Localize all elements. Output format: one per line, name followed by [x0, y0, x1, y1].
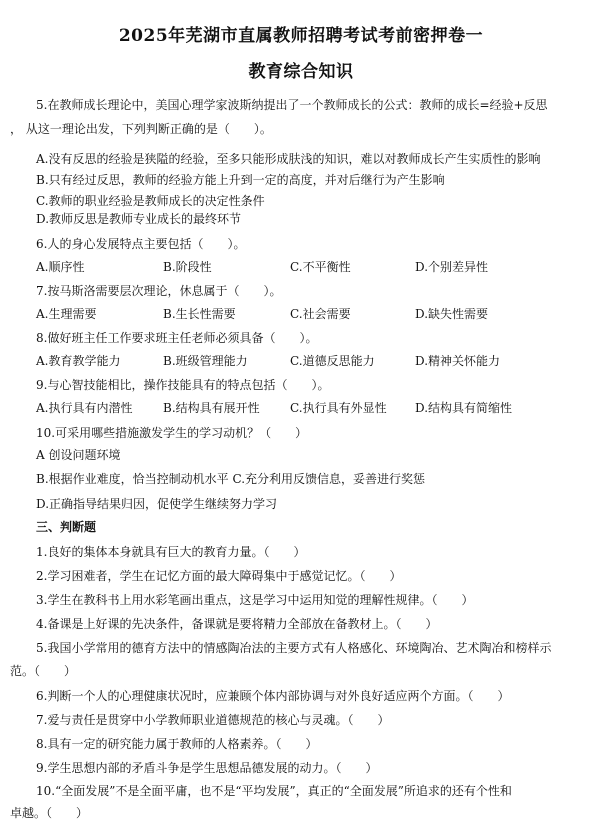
question-5-option-d: D.教师反思是教师专业成长的最终环节: [36, 212, 242, 226]
judge-item-1: 1.良好的集体本身就具有巨大的教育力量。（ ）: [36, 545, 306, 559]
judge-item-4: 4.备课是上好课的先决条件，备课就是要将精力全部放在备教材上。（ ）: [36, 617, 438, 631]
judge-item-3: 3.学生在教科书上用水彩笔画出重点，这是学习中运用知觉的理解性规律。（ ）: [36, 593, 474, 607]
question-8-option-a: A.教育教学能力: [36, 354, 121, 368]
judge-item-8: 8.具有一定的研究能力属于教师的人格素养。（ ）: [36, 737, 318, 751]
judge-item-2: 2.学习困难者，学生在记忆方面的最大障碍集中于感觉记忆。（ ）: [36, 569, 402, 583]
judge-item-7: 7.爱与责任是贯穿中小学教师职业道德规范的核心与灵魂。（ ）: [36, 713, 390, 727]
question-5-stem-line2: ， 从这一理论出发，下列判断正确的是（ ）。: [10, 122, 272, 136]
question-6-option-b: B.阶段性: [163, 260, 212, 274]
question-5-option-a: A.没有反思的经验是狭隘的经验，至多只能形成肤浅的知识，难以对教师成长产生实质性的影响: [36, 152, 541, 166]
question-9-option-b: B.结构具有展开性: [163, 401, 260, 415]
question-9-stem: 9.与心智技能相比，操作技能具有的特点包括（ ）。: [36, 378, 330, 392]
question-7-option-c: C.社会需要: [290, 307, 351, 321]
question-8-option-c: C.道德反思能力: [290, 354, 375, 368]
question-6-option-d: D.个别差异性: [415, 260, 489, 274]
question-7-option-b: B.生长性需要: [163, 307, 236, 321]
page-title: 2025年芜湖市直属教师招聘考试考前密押卷一: [118, 26, 484, 46]
question-6-option-a: A.顺序性: [36, 260, 85, 274]
judge-item-10-line1: 10.“全面发展”不是全面平庸，也不是“平均发展”，真正的“全面发展”所追求的还有个性和: [36, 784, 512, 798]
question-5-option-c: C.教师的职业经验是教师成长的决定性条件: [36, 194, 265, 208]
judge-item-6: 6.判断一个人的心理健康状况时，应兼顾个体内部协调与对外良好适应两个方面。（ ）: [36, 689, 510, 703]
question-9-option-d: D.结构具有简缩性: [415, 401, 513, 415]
question-7-stem: 7.按马斯洛需要层次理论，休息属于（ ）。: [36, 284, 282, 298]
question-9-option-a: A.执行具有内潜性: [36, 401, 133, 415]
judge-item-5-line2: 范。（ ）: [10, 664, 77, 678]
question-5-option-b: B.只有经过反思，教师的经验方能上升到一定的高度，并对后继行为产生影响: [36, 173, 445, 187]
judge-item-10-line2: 卓越。（ ）: [10, 806, 89, 820]
question-9-option-c: C.执行具有外显性: [290, 401, 387, 415]
question-10-option-d: D.正确指导结果归因，促使学生继续努力学习: [36, 497, 278, 511]
question-5-stem-line1: 5.在教师成长理论中，美国心理学家波斯纳提出了一个教师成长的公式：教师的成长=经验+反思: [36, 98, 548, 112]
question-7-option-a: A.生理需要: [36, 307, 97, 321]
question-6-option-c: C.不平衡性: [290, 260, 351, 274]
section-heading-judgement: 三、判断题: [36, 520, 97, 534]
question-8-option-b: B.班级管理能力: [163, 354, 248, 368]
page-subtitle: 教育综合知识: [248, 62, 354, 82]
question-10-stem: 10.可采用哪些措施激发学生的学习动机？（ ）: [36, 426, 308, 440]
question-7-option-d: D.缺失性需要: [415, 307, 489, 321]
question-6-stem: 6.人的身心发展特点主要包括（ ）。: [36, 237, 246, 251]
judge-item-9: 9.学生思想内部的矛盾斗争是学生思想品德发展的动力。（ ）: [36, 761, 378, 775]
question-8-stem: 8.做好班主任工作要求班主任老师必须具备（ ）。: [36, 331, 318, 345]
question-10-option-a: A 创设问题环境: [36, 448, 121, 462]
question-8-option-d: D.精神关怀能力: [415, 354, 501, 368]
question-10-option-bc: B.根据作业难度，恰当控制动机水平 C.充分利用反馈信息，妥善进行奖惩: [36, 472, 426, 486]
judge-item-5-line1: 5.我国小学常用的德育方法中的情感陶冶法的主要方式有人格感化、环境陶冶、艺术陶冶和榜样示: [36, 641, 552, 655]
